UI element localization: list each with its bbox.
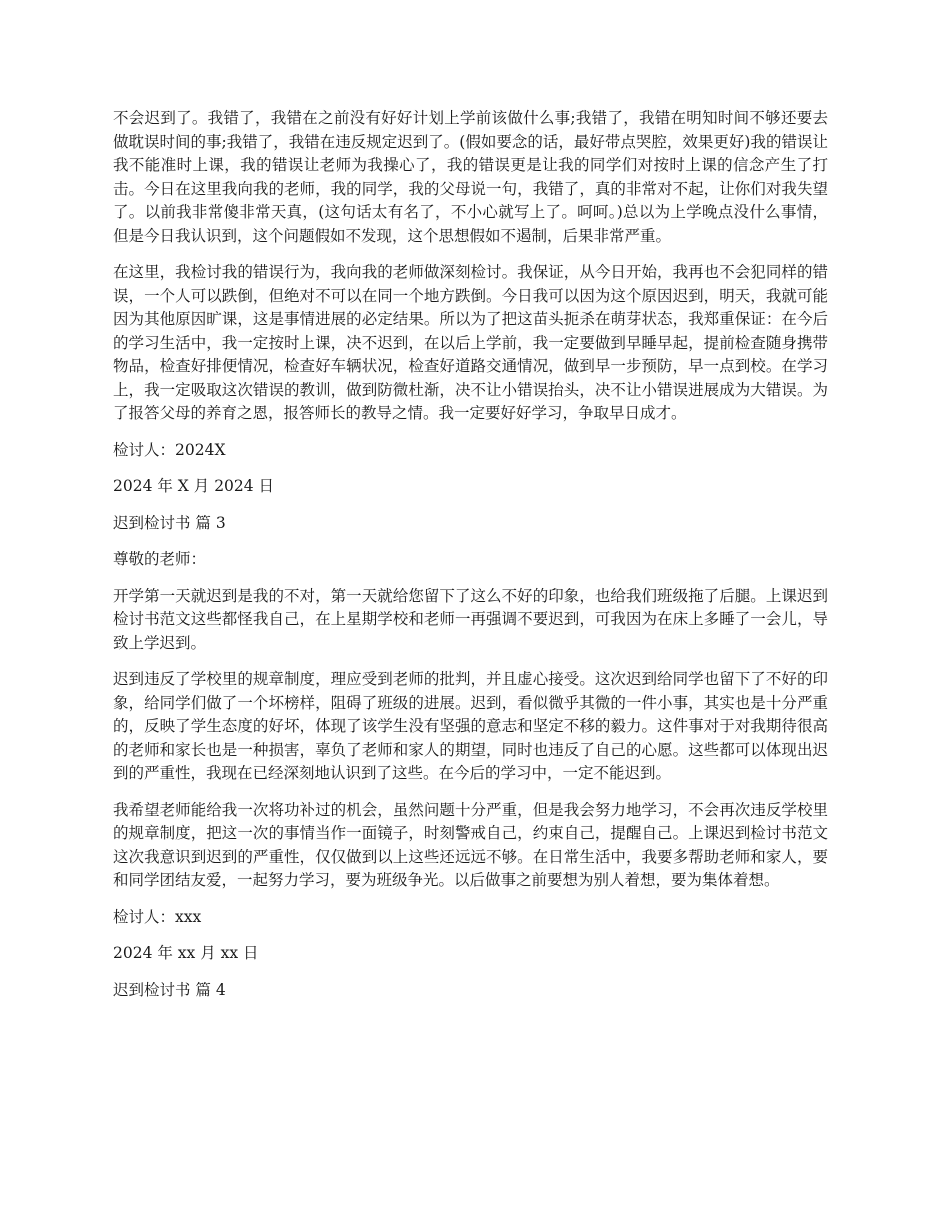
signature-line-2: 检讨人：xxx — [113, 907, 202, 926]
date-line: 2024 年 X 月 2024 日 — [113, 477, 275, 495]
paragraph-first-day: 开学第一天就迟到是我的不对，第一天就给您留下了这么不好的印象，也给我们班级拖了后腿。上课迟到检讨书范文这些都怪我自己，在上星期学校和老师一再强调不要迟到，可我因为在床上多睡了一会儿，导致上学迟到。 — [113, 586, 828, 652]
paragraph-pledge: 在这里，我检讨我的错误行为，我向我的老师做深刻检讨。我保证，从今日开始，我再也不会犯同样的错误，一个人可以跌倒，但绝对不可以在同一个地方跌倒。今日我可以因为这个原因迟到，明天，我就可能因为其他原因旷课，这是事情进展的必定结果。所以为了把这苗头扼杀在萌芽状态，我郑重保证：在今后的学习生活中，我一定按时上课，决不迟到，在以后上学前，我一定要做到早睡早起，提前检查随身携带物品，检查好排便情况，检查好车辆状况，检查好道路交通情况，做到早一步预防，早一点到校。在学习上，我一定吸取这次错误的教训，做到防微杜渐，决不让小错误抬头，决不让小错误进展成为大错误。为了报答父母的养育之恩，报答师长的教导之情。我一定要好好学习，争取早日成才。 — [113, 263, 828, 422]
date-line-2: 2024 年 xx 月 xx 日 — [113, 944, 259, 962]
salutation: 尊敬的老师： — [113, 550, 207, 568]
signature-line: 检讨人：2024X — [113, 440, 226, 459]
section-heading-3: 迟到检讨书 篇 3 — [113, 513, 226, 532]
document-body — [113, 107, 828, 1015]
paragraph-hope: 我希望老师能给我一次将功补过的机会，虽然问题十分严重，但是我会努力地学习，不会再次违反学校里的规章制度，把这一次的事情当作一面镜子，时刻警戒自己，约束自己，提醒自己。上课迟到检讨书范文这次我意识到迟到的严重性，仅仅做到以上这些还远远不够。在日常生活中，我要多帮助老师和家人，要和同学团结友爱，一起努力学习，要为班级争光。以后做事之前要想为别人着想，要为集体着想。 — [113, 800, 828, 889]
section-heading-4: 迟到检讨书 篇 4 — [113, 980, 226, 999]
paragraph-rules: 迟到违反了学校里的规章制度，理应受到老师的批判，并且虚心接受。这次迟到给同学也留下了不好的印象，给同学们做了一个坏榜样，阻碍了班级的进展。迟到，看似微乎其微的一件小事，其实也是十分严重的，反映了学生态度的好坏，体现了该学生没有坚强的意志和坚定不移的毅力。这件事对于对我期待很高的老师和家长也是一种损害，辜负了老师和家人的期望，同时也违反了自己的心愿。这些都可以体现出迟到的严重性，我现在已经深刻地认识到了这些。在今后的学习中，一定不能迟到。 — [113, 670, 828, 782]
paragraph-apology-continued: 不会迟到了。我错了，我错在之前没有好好计划上学前该做什么事;我错了，我错在明知时间不够还要去做耽误时间的事;我错了，我错在违反规定迟到了。(假如要念的话，最好带点哭腔，效果更好)我的错误让我不能准时上课，我的错误让老师为我操心了，我的错误更是让我的同学们对按时上课的信念产生了打击。今日在这里我向我的老师，我的同学，我的父母说一句，我错了，真的非常对不起，让你们对我失望了。以前我非常傻非常天真，(这句话太有名了，不小心就写上了。呵呵。)总以为上学晚点没什么事情，但是今日我认识到，这个问题假如不发现，这个思想假如不遏制，后果非常严重。 — [113, 109, 828, 245]
